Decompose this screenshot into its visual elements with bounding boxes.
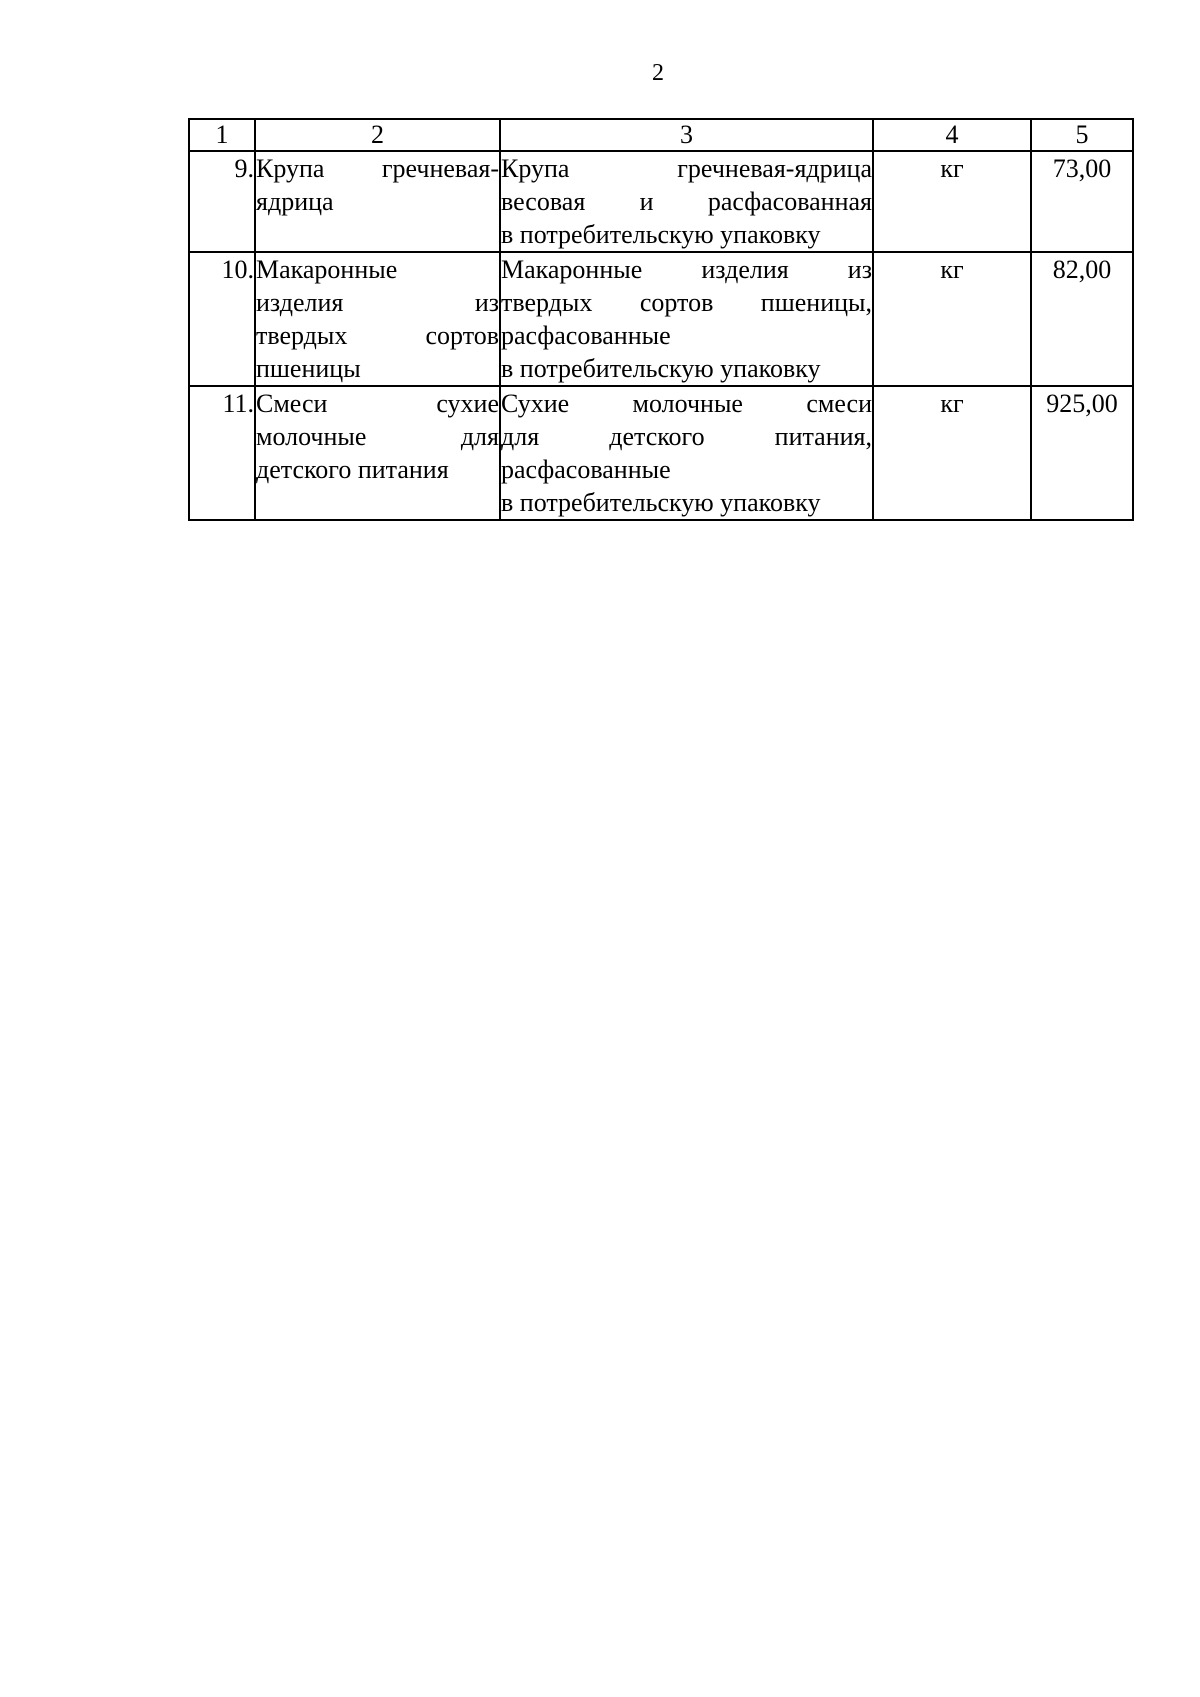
unit-of-measure: кг bbox=[873, 151, 1031, 252]
row-number: 11. bbox=[189, 386, 255, 520]
product-name-line: Макаронные bbox=[256, 255, 398, 284]
product-name-line: детского питания bbox=[256, 455, 449, 484]
header-col-1: 1 bbox=[189, 119, 255, 151]
price-value: 925,00 bbox=[1031, 386, 1133, 520]
product-description-line: в потребительскую упаковку bbox=[501, 488, 821, 517]
row-number: 10. bbox=[189, 252, 255, 386]
product-name-line: твердых сортов bbox=[256, 321, 499, 350]
table-row bbox=[189, 151, 1133, 252]
price-value: 73,00 bbox=[1031, 151, 1133, 252]
product-description-line: Макаронные изделия из bbox=[501, 255, 872, 284]
header-col-4: 4 bbox=[873, 119, 1031, 151]
product-description bbox=[500, 151, 873, 252]
header-col-3: 3 bbox=[500, 119, 873, 151]
table-row bbox=[189, 252, 1133, 386]
page-number: 2 bbox=[652, 60, 664, 86]
product-name bbox=[255, 252, 500, 386]
product-description-line: расфасованные bbox=[501, 321, 671, 350]
row-number: 9. bbox=[189, 151, 255, 252]
product-name-line: изделия из bbox=[256, 288, 499, 317]
product-description bbox=[500, 252, 873, 386]
product-name-line: пшеницы bbox=[256, 354, 361, 383]
product-description-line: Сухие молочные смеси bbox=[501, 389, 872, 418]
unit-of-measure: кг bbox=[873, 252, 1031, 386]
product-description-line: весовая и расфасованная bbox=[501, 187, 872, 216]
product-description bbox=[500, 386, 873, 520]
product-name-line: Крупа гречневая- bbox=[256, 154, 499, 183]
product-description-line: твердых сортов пшеницы, bbox=[501, 288, 872, 317]
product-description-line: расфасованные bbox=[501, 455, 671, 484]
price-value: 82,00 bbox=[1031, 252, 1133, 386]
header-col-5: 5 bbox=[1031, 119, 1133, 151]
product-name-line: молочные для bbox=[256, 422, 499, 451]
unit-of-measure: кг bbox=[873, 386, 1031, 520]
price-table bbox=[188, 118, 1134, 521]
product-description-line: Крупа гречневая-ядрица bbox=[501, 154, 872, 183]
product-name bbox=[255, 386, 500, 520]
header-col-2: 2 bbox=[255, 119, 500, 151]
product-name-line: Смеси сухие bbox=[256, 389, 499, 418]
product-description-line: в потребительскую упаковку bbox=[501, 354, 821, 383]
product-description-line: для детского питания, bbox=[501, 422, 872, 451]
product-name-line: ядрица bbox=[256, 187, 334, 216]
table-row bbox=[189, 386, 1133, 520]
product-name bbox=[255, 151, 500, 252]
product-description-line: в потребительскую упаковку bbox=[501, 220, 821, 249]
table-header-row bbox=[189, 119, 1133, 151]
